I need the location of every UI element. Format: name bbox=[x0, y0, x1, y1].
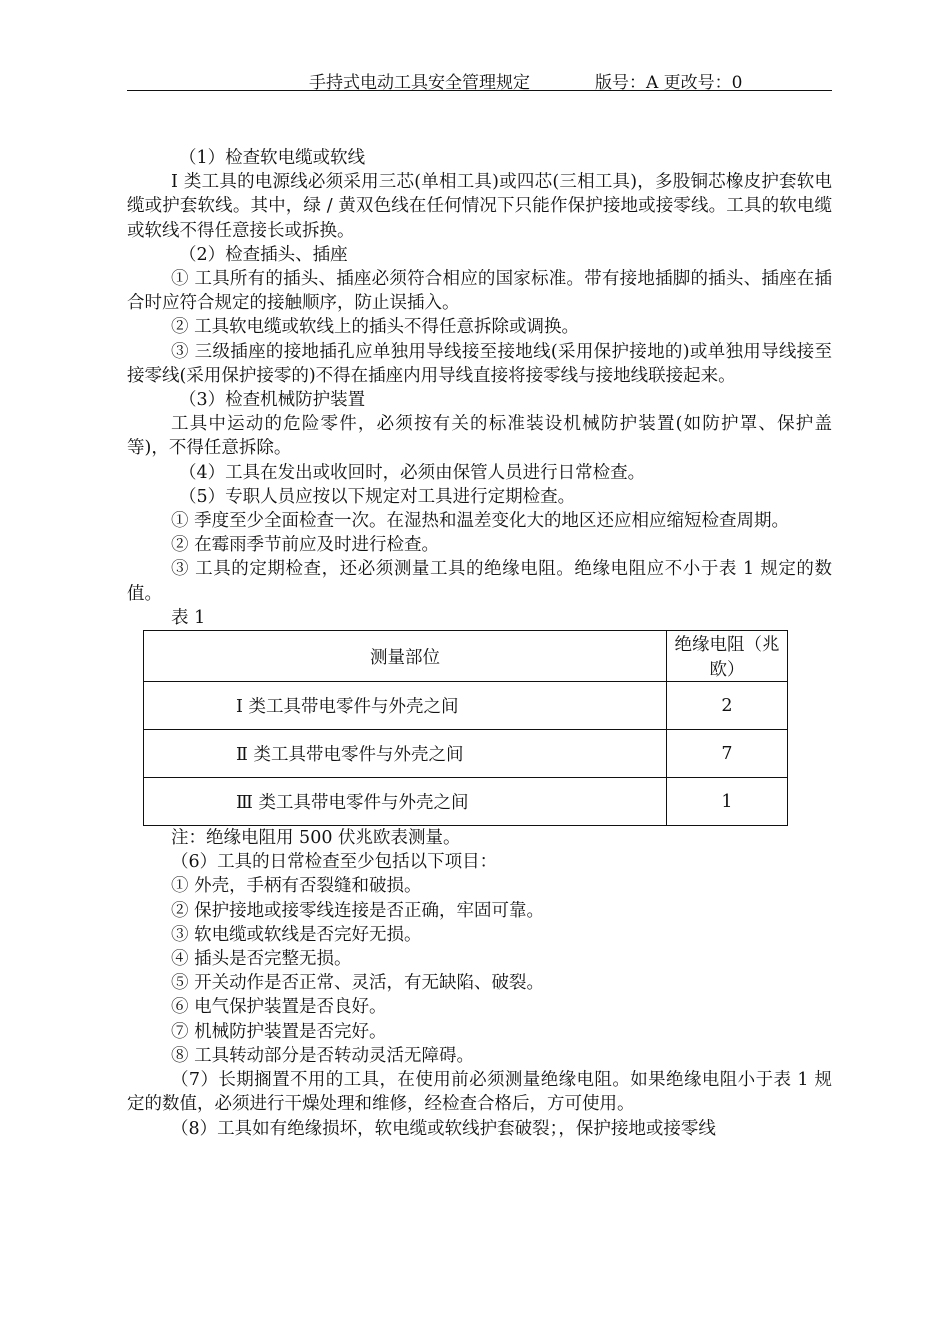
section-heading-1: （1）检查软电缆或软线 bbox=[179, 148, 366, 168]
paragraph-rainy-season-check: ② 在霉雨季节前应及时进行检查。 bbox=[171, 535, 440, 556]
table-header-row bbox=[144, 631, 788, 682]
paragraph-insulation-test: ③ 工具的定期检查，还必须测量工具的绝缘电阻。绝缘电阻应不小于表 1 规定的数值。 bbox=[127, 559, 832, 604]
table-cell-value: 2 bbox=[667, 682, 788, 730]
paragraph-mechanical-guard: 工具中运动的危险零件，必须按有关的标准装设机械防护装置(如防护罩、保护盖等)，不得任意拆除。 bbox=[127, 414, 832, 459]
header-version: 版号：A 更改号：0 bbox=[595, 73, 743, 93]
table-row bbox=[144, 730, 788, 778]
section-heading-5: （5）专职人员应按以下规定对工具进行定期检查。 bbox=[179, 486, 576, 507]
list-item: ④ 插头是否完整无损。 bbox=[171, 949, 352, 970]
table-row bbox=[144, 778, 788, 826]
table-cell-part: Ⅱ 类工具带电零件与外壳之间 bbox=[144, 730, 667, 778]
list-item: ① 外壳，手柄有否裂缝和破损。 bbox=[171, 876, 422, 897]
paragraph-plug-no-removal: ② 工具软电缆或软线上的插头不得任意拆除或调换。 bbox=[171, 317, 580, 338]
paragraph-socket-grounding: ③ 三级插座的接地插孔应单独用导线接至接地线(采用保护接地的)或单独用导线接至接零线(采用保护接零的)不得在插座内用导线直接将接零线与接地线联接起来。 bbox=[127, 341, 832, 386]
paragraph-insulation-damage: （8）工具如有绝缘损坏，软电缆或软线护套破裂；，保护接地或接零线 bbox=[171, 1118, 716, 1139]
table-row bbox=[144, 682, 788, 730]
paragraph-plug-standard: ① 工具所有的插头、插座必须符合相应的国家标准。带有接地插脚的插头、插座在插合时应符合规定的接触顺序，防止误插入。 bbox=[127, 269, 832, 314]
list-item: ⑦ 机械防护装置是否完好。 bbox=[171, 1021, 387, 1042]
table-header-cell: 测量部位 bbox=[144, 631, 667, 682]
list-item: ② 保护接地或接零线连接是否正确，牢固可靠。 bbox=[171, 900, 545, 921]
header-title: 手持式电动工具安全管理规定 bbox=[309, 73, 530, 93]
section-heading-3: （3）检查机械防护装置 bbox=[179, 390, 366, 411]
list-item: ⑤ 开关动作是否正常、灵活，有无缺陷、破裂。 bbox=[171, 973, 545, 994]
document-body bbox=[127, 146, 832, 1141]
table-cell-value: 7 bbox=[667, 730, 788, 778]
paragraph-long-idle-tools: （7）长期搁置不用的工具，在使用前必须测量绝缘电阻。如果绝缘电阻小于表 1 规定的数值，必须进行干燥处理和维修，经检查合格后，方可使用。 bbox=[127, 1070, 832, 1115]
table-cell-part: Ⅰ 类工具带电零件与外壳之间 bbox=[144, 682, 667, 730]
table-cell-part: Ⅲ 类工具带电零件与外壳之间 bbox=[144, 778, 667, 826]
table-cell-value: 1 bbox=[667, 778, 788, 826]
insulation-resistance-table bbox=[143, 630, 788, 826]
paragraph-quarterly-check: ① 季度至少全面检查一次。在湿热和温差变化大的地区还应相应缩短检查周期。 bbox=[171, 511, 790, 532]
list-item: ⑧ 工具转动部分是否转动灵活无障碍。 bbox=[171, 1045, 475, 1066]
section-heading-4: （4）工具在发出或收回时，必须由保管人员进行日常检查。 bbox=[179, 462, 646, 483]
table-caption: 表 1 bbox=[171, 607, 206, 628]
list-item: ⑥ 电气保护装置是否良好。 bbox=[171, 997, 387, 1018]
page-header bbox=[127, 66, 832, 91]
table-note: 注：绝缘电阻用 500 伏兆欧表测量。 bbox=[171, 828, 461, 849]
table-header-cell: 绝缘电阻（兆欧） bbox=[667, 631, 788, 682]
paragraph-power-cord: Ⅰ 类工具的电源线必须采用三芯(单相工具)或四芯(三相工具)，多股铜芯橡皮护套软电缆或护套软线。其中，绿 / 黄双色线在任何情况下只能作保护接地或接零线。工具的软电缆或软线不得任意接长或拆换。 bbox=[127, 172, 832, 241]
section-heading-6: （6）工具的日常检查至少包括以下项目： bbox=[171, 852, 498, 873]
list-item: ③ 软电缆或软线是否完好无损。 bbox=[171, 924, 422, 945]
section-heading-2: （2）检查插头、插座 bbox=[179, 244, 348, 265]
